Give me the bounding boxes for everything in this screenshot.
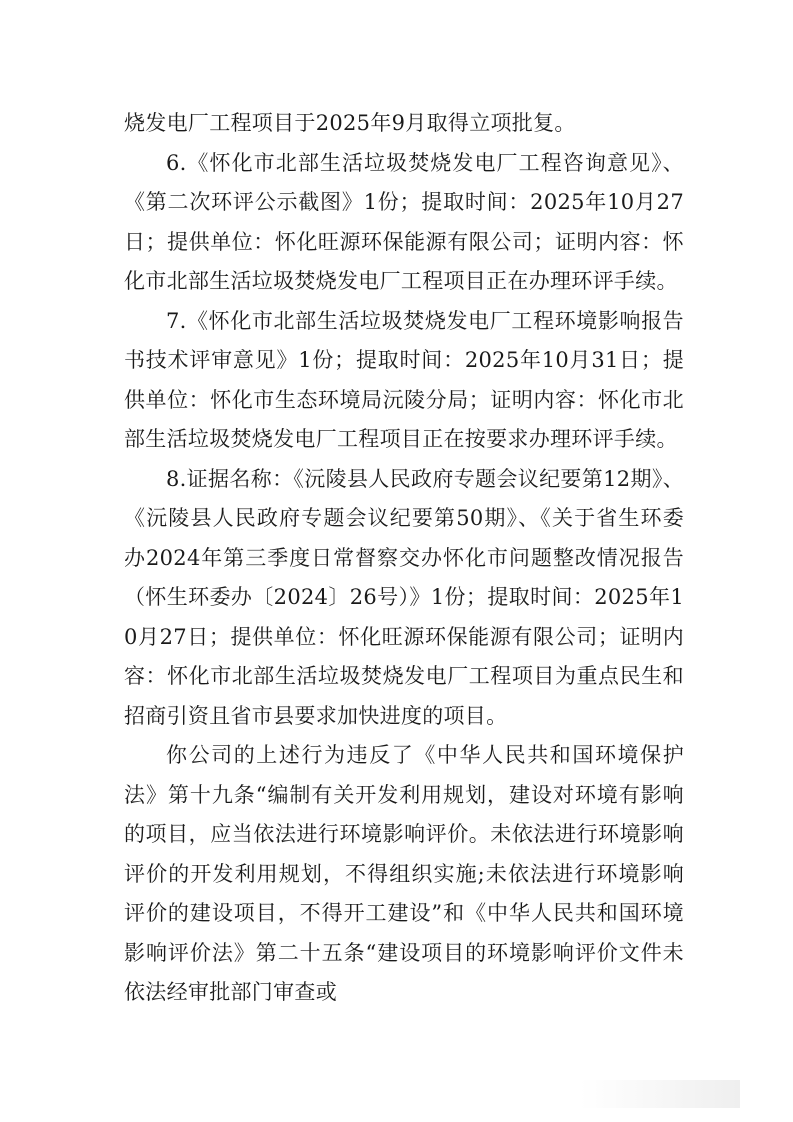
paragraph-evidence-8: 8.证据名称：《沅陵县人民政府专题会议纪要第12期》、《沅陵县人民政府专题会议纪要第50期》、《关于省生环委办2024年第三季度日常督察交办怀化市问题整改情况报告（怀生环委办〔2024〕26号）》1份；提取时间：2025年10月27日；提供单位：怀化旺源环保能源有限公司；证明内容：怀化市北部生活垃圾焚烧发电厂工程项目为重点民生和招商引资且省市县要求加快进度的项目。: [124, 466, 684, 728]
paragraph-evidence-7: 7.《怀化市北部生活垃圾焚烧发电厂工程环境影响报告书技术评审意见》1份；提取时间：2025年10月31日；提供单位：怀化市生态环境局沅陵分局；证明内容：怀化市北部生活垃圾焚烧发电厂工程项目正在按要求办理环评手续。: [124, 308, 684, 451]
scan-shadow: [580, 1080, 740, 1108]
paragraph-violation: 你公司的上述行为违反了《中华人民共和国环境保护法》第十九条“编制有关开发利用规划，建设对环境有影响的项目，应当依法进行环境影响评价。未依法进行环境影响评价的开发利用规划，不得组织实施;未依法进行环境影响评价的建设项目，不得开工建设”和《中华人民共和国环境影响评价法》第二十五条“建设项目的环境影响评价文件未依法经审批部门审查或: [124, 743, 684, 1004]
document-body: [124, 104, 684, 1013]
paragraph-evidence-6: 6.《怀化市北部生活垃圾焚烧发电厂工程咨询意见》、《第二次环评公示截图》1份；提取时间：2025年10月27日；提供单位：怀化旺源环保能源有限公司；证明内容：怀化市北部生活垃圾焚烧发电厂工程项目正在办理环评手续。: [124, 150, 684, 293]
paragraph-continuation: 烧发电厂工程项目于2025年9月取得立项批复。: [124, 111, 576, 135]
